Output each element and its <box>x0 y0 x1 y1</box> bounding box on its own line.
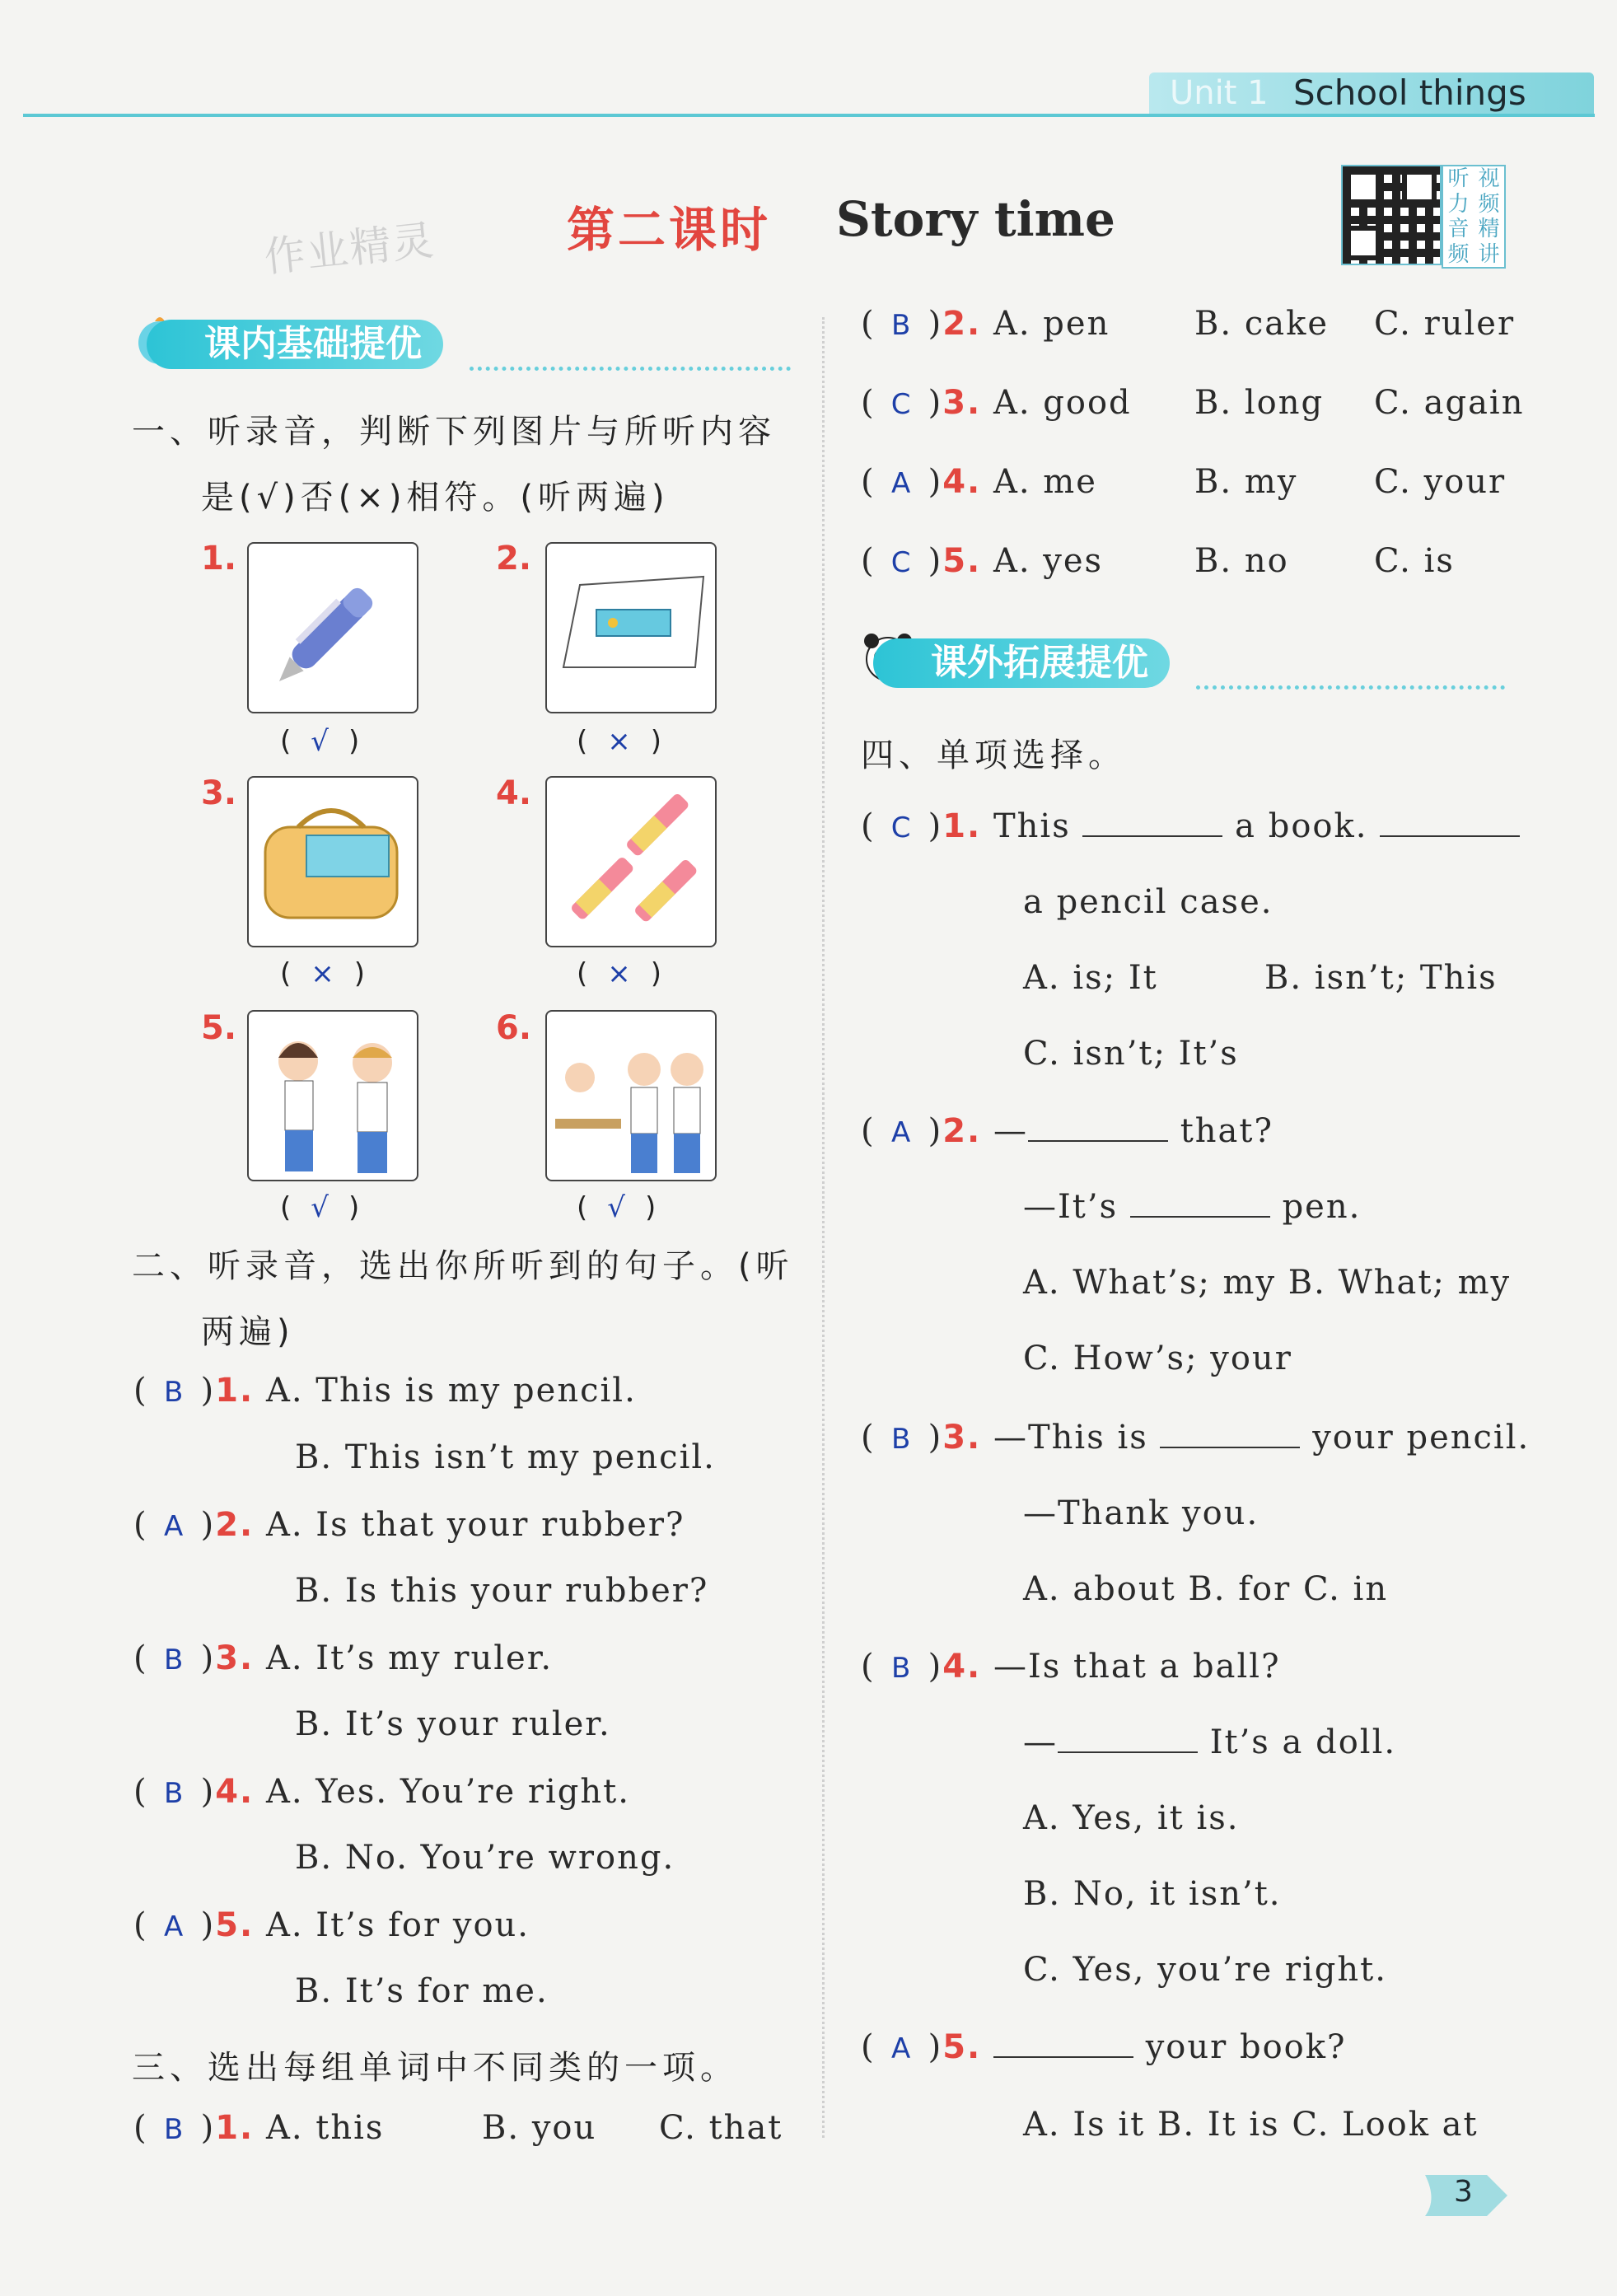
blank <box>1160 1422 1300 1448</box>
s2-question: ( B )1. A. This is my pencil. <box>133 1372 637 1410</box>
s4-instruction: 四、单项选择。 <box>861 736 1126 774</box>
header-rule <box>23 114 1595 117</box>
qr-char: 音 <box>1447 217 1470 241</box>
blank <box>1028 1115 1168 1142</box>
s3-option-b: B. no <box>1194 542 1289 580</box>
s2-question: ( A )5. A. It’s for you. <box>133 1906 530 1944</box>
s4-q1-option-b: B. isn’t; This <box>1264 959 1498 997</box>
blank <box>1130 1191 1270 1218</box>
s4-q5-options: A. Is it B. It is C. Look at <box>1023 2106 1479 2144</box>
answer-mark: (√) <box>280 725 380 758</box>
s2-question: ( A )2. A. Is that your rubber? <box>133 1506 685 1544</box>
s4-q4-option-a: A. Yes, it is. <box>1023 1799 1240 1837</box>
qr-char: 精 <box>1478 217 1500 241</box>
s3-question: ( B )1. A. this <box>133 2109 385 2147</box>
s2-instruction-line2: 两遍) <box>201 1313 295 1351</box>
s3-instruction: 三、选出每组单词中不同类的一项。 <box>132 2049 738 2087</box>
lesson-title-cn: 第二课时 <box>567 202 772 258</box>
page-number: 3 <box>1454 2175 1473 2209</box>
s4-q1-option-c: C. isn’t; It’s <box>1023 1035 1239 1073</box>
s4-q4-option-c: C. Yes, you’re right. <box>1023 1951 1387 1989</box>
picture-girl-gives-pencil <box>247 1010 418 1181</box>
s1-instruction-line2: 是(√)否(×)相符。(听两遍) <box>201 479 670 517</box>
pic-number: 4. <box>496 774 532 812</box>
s3-option-c: C. your <box>1374 463 1507 501</box>
s4-q1-option-a: A. is; It <box>1023 959 1158 997</box>
s4-question-5: ( A )5. your book? <box>861 2028 1347 2066</box>
s4-q4-option-b: B. No, it isn’t. <box>1023 1875 1282 1913</box>
s3-question: ( A )4. A. me <box>861 463 1097 501</box>
s4-q4-line2: — It’s a doll. <box>1023 1723 1397 1761</box>
s4-question-4: ( B )4. —Is that a ball? <box>861 1648 1281 1686</box>
s3-option-c: C. is <box>1374 542 1455 580</box>
qr-char: 视 <box>1478 166 1500 191</box>
s3-option-b: B. you <box>482 2109 597 2147</box>
qr-char: 讲 <box>1478 241 1500 267</box>
s3-option-c: C. that <box>659 2109 783 2147</box>
s2-option-b: B. It’s your ruler. <box>295 1705 611 1743</box>
blank <box>1058 1727 1198 1753</box>
qr-char: 频 <box>1478 191 1500 217</box>
answer-mark: (√) <box>577 1191 676 1224</box>
answer-mark: (×) <box>577 725 682 758</box>
picture-crayons <box>545 776 717 947</box>
section-banner-basic: 课内基础提优 <box>147 320 443 369</box>
column-divider <box>822 317 825 2138</box>
watermark: 作业精灵 <box>261 216 437 282</box>
banner-dots <box>1196 685 1505 690</box>
s3-option-c: C. ruler <box>1374 305 1516 343</box>
s3-option-c: C. again <box>1374 384 1525 422</box>
s4-question-2: ( A )2. — that? <box>861 1112 1274 1150</box>
s2-question: ( B )4. A. Yes. You’re right. <box>133 1773 630 1811</box>
s4-q2-line2: —It’s pen. <box>1023 1188 1362 1226</box>
pic-number: 3. <box>201 774 237 812</box>
blank <box>993 2032 1133 2058</box>
s1-instruction-line1: 一、听录音，判断下列图片与所听内容 <box>132 413 776 451</box>
s2-option-b: B. It’s for me. <box>295 1972 549 2010</box>
s3-question: ( C )5. A. yes <box>861 542 1104 580</box>
qr-video-label <box>1442 165 1506 269</box>
blank <box>1082 811 1222 837</box>
s2-question: ( B )3. A. It’s my ruler. <box>133 1639 554 1677</box>
qr-code-icon[interactable] <box>1341 165 1442 265</box>
picture-children-desk <box>545 1010 717 1181</box>
s3-question: ( B )2. A. pen <box>861 305 1110 343</box>
pic-number: 6. <box>496 1009 532 1047</box>
blank <box>1380 811 1520 837</box>
answer-mark: (√) <box>280 1191 380 1224</box>
s3-option-b: B. my <box>1194 463 1298 501</box>
answer-mark: (×) <box>577 957 682 990</box>
answer-mark: (×) <box>280 957 386 990</box>
s2-option-b: B. This isn’t my pencil. <box>295 1438 716 1476</box>
pic-number: 5. <box>201 1009 237 1047</box>
section-banner-extended: 课外拓展提优 <box>873 638 1170 688</box>
picture-pen <box>247 542 418 713</box>
qr-char: 频 <box>1447 241 1470 267</box>
s4-question-1: ( C )1. This a book. <box>861 807 1520 845</box>
s4-q1-line2: a pencil case. <box>1023 883 1274 921</box>
picture-pencil-box <box>545 542 717 713</box>
s3-question: ( C )3. A. good <box>861 384 1132 422</box>
s3-option-b: B. cake <box>1194 305 1329 343</box>
s4-q3-line2: —Thank you. <box>1023 1494 1259 1532</box>
qr-char: 力 <box>1447 191 1470 217</box>
s2-option-b: B. Is this your rubber? <box>295 1572 709 1610</box>
qr-char: 听 <box>1447 166 1470 191</box>
s4-q2-options-ab: A. What’s; my B. What; my <box>1023 1264 1512 1302</box>
s4-question-3: ( B )3. —This is your pencil. <box>861 1419 1531 1457</box>
s2-option-b: B. No. You’re wrong. <box>295 1839 675 1877</box>
s4-q2-option-c: C. How’s; your <box>1023 1340 1292 1377</box>
s3-option-b: B. long <box>1194 384 1325 422</box>
unit-label: Unit 1 <box>1170 74 1269 112</box>
pic-number: 1. <box>201 540 237 578</box>
subject-label: School things <box>1293 72 1526 113</box>
pic-number: 2. <box>496 540 532 578</box>
lesson-title-en: Story time <box>836 191 1115 247</box>
picture-schoolbag <box>247 776 418 947</box>
banner-dots <box>470 367 791 371</box>
s4-q3-options: A. about B. for C. in <box>1023 1570 1389 1608</box>
s2-instruction-line1: 二、听录音，选出你所听到的句子。(听 <box>132 1247 794 1285</box>
